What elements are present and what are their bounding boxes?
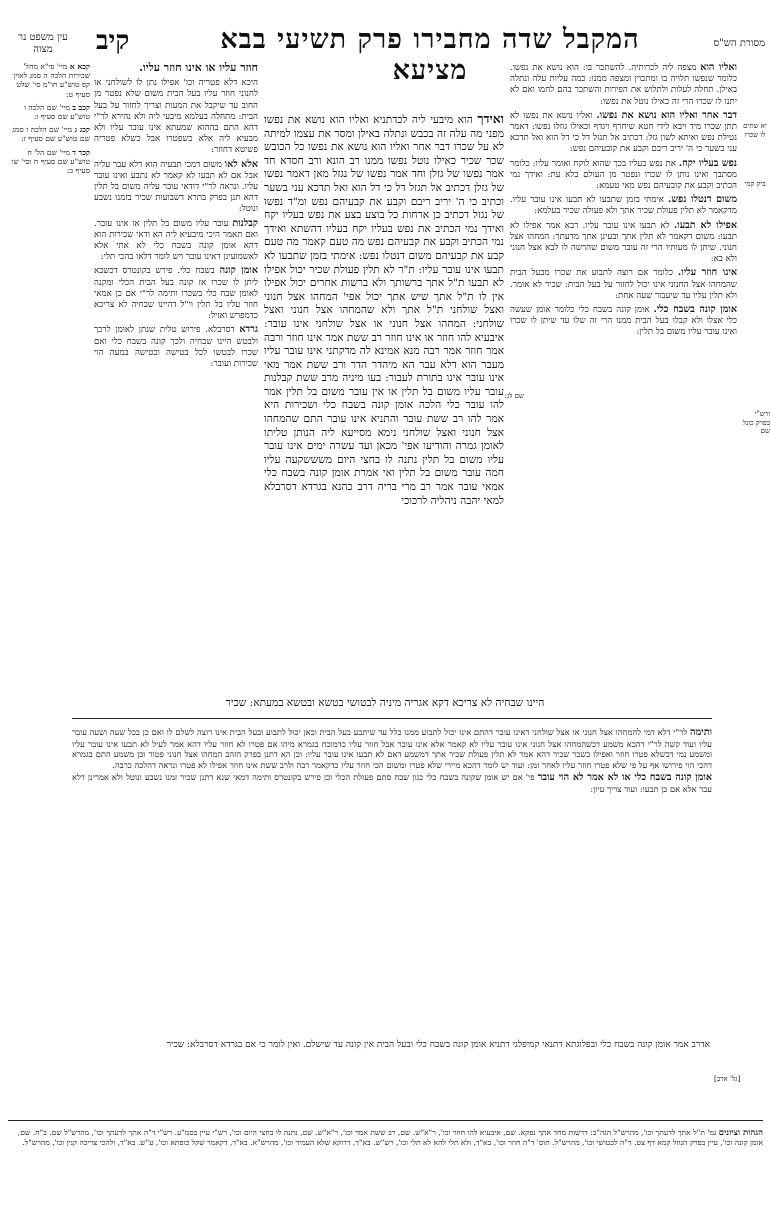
tosafot-paragraph: אומן קונה בשבח כלי. פירש בקונטרס דכשבא ליתן לו שכרו אז קונה בעל הבית הכלי ומקנה לאומן שבח כלי בשכרו ותימה לר"י אם כן אמאי חוזר עליו בל תלין וי"ל דהיינו שבחיה לא צריכא כדמפרש ואזיל: (94, 265, 258, 322)
tosafot-paragraph: ותימה לר"י דלא דמי להמחהו אצל חנוני או אצל שולחני דאינו עובר דהתם אינו יכול לתבוע ממנו כלל עד שיתבע בעל הבית וכאן יכול לתבוע ובעל הבית אינו רוצה לשלם לו ואם כן בכל שעה ושעה עובר עליו ועוד קשה לר"י דהכא משמע דכשהמחהו אצל חנוני אינו עובר עליו לא קאמר אלא אינו עובר אבל חוזר עליו כדמוכח בגמרא מיהו אם פטרו לא חוזר עליו דהא אמר לעיל לא תבעו אינו עובר עליו ומשמע נמי דכשלא פטרו חוזר ואפילו בשכר שכיר דהא אמר לא תלין פעולת שכיר אתך דמשמע דאם לא תבעו אינו עובר עליו: וכן הא דתנן בפרק הזהב המחהו אצל חנוני פטור וכן משמע התם בגמרא דהכי הוי פירושו אף על פי שלא פטרו חוזר עליו לאחר זמן: ועוד יש לומר דהכא מיירי שלא פטרו ומשום הכי חוזר עליו כדקאמר רבה ולרב ששת אינו חוזר אפילו לא פטרו ונראה דהלכה כרבה. (72, 727, 712, 770)
rashi-paragraph: אומן קונה בשבח כלי. אומן קונה בשבח כלי כלומר אומן שעשה כלי אצלו ולא קבלו בעל הבית ממנו הרי זה שלו עד שיתן לו שכרו ואינו עובר עליו משום בל תלין: (510, 304, 737, 338)
ein-mishpat-label: עין משפט נר מצוה (18, 32, 68, 55)
section-divider (72, 718, 712, 719)
gemara-last-line: היינו שבחיה לא צריכא דקא אגריה מיניה לבטושי בטשא ובטשא במעתא: שכיר (225, 697, 545, 709)
tosafot-paragraph: גרדא דסרבלא. פירוש טלית שנתן לאומן לרכך ולבטש היינו שבחיה ולכך קונה בשבח כלי ואם שכרו לבטשו לכל בטישה ובטישה במעה הוי שכירות ועובר: (94, 324, 258, 370)
tosafot-paragraph: אומן קונה בשבח כלי או לא אמר לא הוי עובר פי' אם יש אומן שקונה בשבח כלי כגון שבח סתם פעולת הכלי וכן פירש בקונטרס ותימה דמאי שנא דתנן שכיר זמנו נשבע ונוטל ולא אמרינן דלא עבר אלא אם כן תבעו: ועוד צריך עיון: (72, 772, 712, 794)
rashi-paragraph: נפש בעליו יקח. את נפש בעליו בכך שהוא לוקח ואומר עליו: כלומר מסתבך ואינו נותן לו שכרו ונפטר מן העולם בלא עת: ואידך נמי הכתיב וקבע את קובעיהם נפש מאי טעמא: (510, 157, 737, 192)
rashi-paragraph: משום דנטלו נפש. אימתי בזמן שתבעו לא תבעו אינו עובר עליו. מדקאמר לא תלין פעולת שכיר אתך ולא פעולה שכיר בעלמא: (510, 194, 737, 217)
gemara-paragraph: ואידך הוא מיבעי ליה לכדתניא ואליו הוא נושא את נפשו מפני מה עלה זה בכבש ונתלה באילן ומסר את עצמו למיתה לא על שכרו דבר אחר ואליו הוא נושא את נפשו כל הכובש שכר שכיר כאילו נוטל נפשו ממנו רב הונא ורב חסדא חד אמר נפשו של גזלן וחד אמר נפשו של נגזל מאן דאמר נפשו של גזלן דכתיב אל תגזל דל כי דל הוא ואל תדכא עני בשער וכתיב כי ה' יריב ריבם וקבע את קבעיהם נפש ומ"ד נפשו של נגזל דכתיב כן ארחות כל בוצע בצע את נפש בעליו יקח ואידך נמי הכתיב את נפש בעליו יקח בעליו דהשתא ואידך נמי הכתיב וקבע את קבעיהם נפש מה טעם קאמר מה טעם קבע את קבעיהם משום דנטלו נפש: אימתי בזמן שתבעו לא תבעו אינו עובר עליו: ת"ר לא תלין פעולת שכיר יכול אפילו לא תבעו ת"ל אתך ברשותך ולא ברשות אחרים יכול אפילו אין לו ת"ל אתך שיש אתך יכול אפי' המחהו אצל חנוני ואצל שולחני ת"ל אתך ולא שהמחהו אצל חנוני ואצל שולחני: המחהו אצל חנוני או אצל שולחני אינו עובר: איבעיא להו חוזר או אינו חוזר רב ששת אמר אינו חוזר ורבה אמר חוזר אמר רבה מנא אמינא לה מדקתני אינו עובר עליו מעבר הוא דלא עבר הא מיהדר הדר ורב ששת אמר מאי אינו עובר אינו בתורת לעבור: בעו מיניה מרב ששת קבלנות עובר עליו משום בל תלין או אין עובר משום בל תלין אמר להו עובר כלי הלכה אומן קונה בשבח כלי ושכירות היא אמר להו רב ששת עובר והתניא אינו עובר התם שהמחהו אצל חנוני ואצל שולחני נימא מסייעא ליה הנותן טליתו לאומן גמרה והודיעו אפי' מכאן ועד עשרה ימים אינו עובר עליו משום בל תלין נתנה לו בחצי היום משששקעה עליו חמה עובר משום בל תלין ואי אמרת אומן קונה בשבח כלי אמאי עובר אמר רב מרי בריה דרב כהנא בגרדא דסרבלא למאי יהבה ניהליה לרכוכי (264, 112, 504, 507)
masoret-hashas-label: מסורת הש"ס (713, 38, 765, 49)
haggahot-label: הגהות וציונים (718, 1128, 763, 1138)
section-divider (8, 1120, 763, 1121)
rashi-paragraph: דבר אחר ואליו הוא נושא את נפשו. ואליו נושא את נפשו לא תתן שכרו מיד ויבא לידי חטא שיחרף ויגדף וכאילו גוזלו נפשו: דאמר נטילת נפש ואיתא לשון גזל: דכתיב אל תגזל דל כי דל הוא ואל תדכא עני בשער כי ה' יריב ריבם וקבע את קובעיהם נפש: (510, 109, 737, 155)
ein-mishpat-entry: קכד ד מיי' שם הל' ח טוש"ע שם סעיף ח וסי' שו סעיף ב: (11, 147, 90, 176)
tosafot-paragraph: קבלנות עובר עליו משום בל תלין או אינו עובר. ואם תאמר היכי מיבעיא ליה הא ודאי שכירות הוא דהא אומן קונה בשבח כלי לא אתי אלא לאשמועינן דאינו עובר ויש לומר דלאו בהכי תלי: (94, 217, 258, 263)
margin-note: ביק קמי (744, 180, 766, 188)
ein-mishpat-entry: קכב ב מיי' שם הלכה ו טוש"ע שם סעיף ו: (23, 102, 90, 122)
ein-mishpat-column (6, 62, 90, 175)
masoret-hashas-column (740, 122, 770, 189)
tosafot-bottom (72, 727, 712, 1072)
haggahot-text: גמ' ת"ל אתך לדעתך וכו', מהרש"ל הגה"ב: דרשות מחד אתך נפקא. שם, איבעיא להו חוזר וכו', ר"א"ש. שם, רב ששת אמר וכו', ר"א"ש. שם, נתנה לו בחצי היום וכו', רש"י עיין בסמ"ע. רש"י ד"ה אתך לדעתך וכו', מהרש"ל שם. ב"ח. שם, אומן קונה וכו', עיין בפרק הגוזל קמא דף צט. ד"ה לבטושי וכו', מהרש"ל. תוס' ד"ה חוזר וכו', בא"ד, ולא תלי להא לא תלי וכו', רש"ש. בא"ד, דדוקא שלא העמיד וכו', מהרש"א. בא"ד, דקאמר שקל כופתא וכו', ע"ש. בא"ד, ולהכי צריכה קנין וכו', מהרש"ל. (17, 1128, 763, 1147)
rashi-paragraph: ואליו הוא מצפה ליה לכרותיה. להשתכר בו: הוא נושא את נפשו. כלומר שנפשו תלויה בו ומתכוין ומצפה ממנו: כמה עליות עלה ונתלה באילן. תחלה לעלות ולתלוש את הפירות והשתכר בהם לחמו ואם לא יתנו לו שכרו הרי זה כאילו נוטל את נפשו: (510, 62, 737, 107)
ein-mishpat-entry: קכג ג מיי' שם הלכה ז סמג שם טוש"ע שם סעיף ז: (12, 125, 90, 144)
page-number: קיב (96, 26, 130, 56)
margin-note: יא שתים לו שכרו (743, 122, 767, 139)
rashi-column (510, 62, 737, 697)
tosafot-paragraph: היכא דלא פטריה וכו' אפילו נתן לו לשולחני או לחנוני חוזר עליו בעל הבית משום שלא נפטר מן החוב עד שיקבל את המעות וצריך לחזור על בעל הבית: מתחלה בעלמא מיבעי ליה ולא נהירא לר"י דהא התם בההוא שמעתא אינו עובר עליו ולא מבעיא ליה אלא כשפטרו אבל כשלא פטריה פשיטא דחוזר: (94, 78, 258, 156)
tosafot-paragraph: אלא לאו משום דמכי תבעיה הוא דלא עבר עליה אבל אם לא תבעו לא קאמר לא נתבע ואינו עובר עליו. ונראה לר"י דודאי עובר עליה משום בל תלין דהא תנן בפרק בתרא דשבועות שכיר בזמנו נשבע ונוטל: (94, 158, 258, 215)
ein-mishpat-entry: קכא א מיי' פי"א מהל' שכירות הלכה ה סמג לאוין קפ טוש"ע חו"מ סי' שלט סעיף ט: (13, 62, 90, 99)
tosafot-header: חוזר עליו או אינו חוזר עליו. (139, 62, 258, 74)
rashi-paragraph: אינו חוזר עליו. כלומר אם רוצה לתבוע את שכרו מבעל הבית שהמחהו אצל החנוני אינו יכול לחזור על בעל הבית: שכיר לא אומר. ולא תלין עליו עד שיעבור שעה אחת: (510, 267, 737, 301)
margin-note: ורש"י בפרק כונל שם (742, 410, 770, 435)
margin-note: [גל' ארב] (714, 1075, 741, 1083)
tosafot-last-line: אדרב אמר אומן קונה בשבח כלי ובפלוגתא דתנאי קמיפלגי דתניא אומן קונה בשבח כלי ובעל הבית אין קונה עד שישלם. ואין לומר כי אם בגרדא דסרבלא: שכיר (166, 1040, 710, 1050)
gemara-text (264, 112, 504, 672)
rashi-paragraph: אפילו לא תבעו. לא תבעו אינו עובר עליו. רבא אמר אפילו לא תבעו: משום דקאמר לא תלין אתך ובעינן אתך מדעתך: המחהו אצל חנוני. שיתן לו מעותיו הרי זה עובר משום שהרשה לו לבא אצל חנוני ולא בא: (510, 219, 737, 265)
haggahot-vetziyunim (8, 1128, 763, 1148)
page-title: המקבל שדה מחבירו פרק תשיעי בבא מציעא (220, 24, 640, 86)
margin-note: שם לג: (504, 392, 524, 400)
tosafot-column (94, 62, 258, 697)
